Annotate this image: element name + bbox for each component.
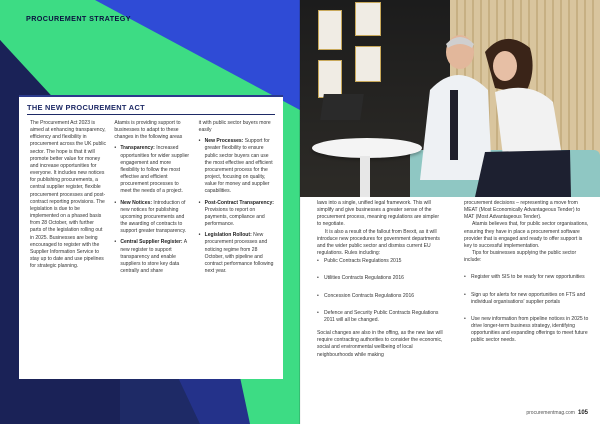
bullet-icon: • — [464, 291, 466, 298]
bullet-text: Provisions to report on payments, compliance and performance. — [204, 206, 265, 228]
card-column-3 — [199, 120, 275, 275]
bullet-item — [464, 316, 590, 345]
bullet-item — [317, 275, 443, 282]
body-paragraph: It is also a result of the fallout from Brexit, as it will introduce new procedures for government departments and the wider public sector and dismiss current EU regulations. Rules including: — [317, 228, 440, 257]
wall-panel — [318, 10, 342, 50]
bullet-title: Transparency: — [120, 145, 155, 152]
bullet-item — [464, 274, 590, 281]
bullet-item — [317, 310, 443, 324]
card-column-1 — [27, 120, 106, 275]
body-paragraph: laws into a single, unified legal framework. This will simplify and give businesses a greater sense of the procurement process, meaning regulations are simpler to negotiate. — [317, 200, 440, 228]
bullet-icon: • — [464, 274, 466, 281]
bullet-text: A new register to support transparency and enable suppliers to store key data centrally and share — [120, 239, 187, 274]
bullet-item — [199, 138, 275, 195]
table-leg — [360, 156, 370, 197]
wall-panel — [355, 46, 381, 82]
card-continuation: it with public sector buyers more easily — [198, 120, 271, 134]
card-column-2 — [114, 120, 190, 275]
bullet-item — [199, 232, 275, 275]
bullet-text: Register with SIS to be ready for new opportunities — [471, 274, 585, 281]
body-paragraph: Tips for businesses supplying the public sector include: — [464, 250, 577, 264]
bullet-icon: • — [317, 309, 319, 316]
body-paragraph: procurement decisions – representing a move from MEAT (Most Economically Advantageous Tender) to MAT (Most Advantageous Tender). — [464, 200, 581, 221]
round-table — [312, 138, 422, 158]
office-photo — [300, 0, 600, 197]
wall-panel — [355, 2, 381, 36]
bullet-icon: • — [114, 239, 117, 246]
laptop — [320, 94, 364, 120]
bullet-icon: • — [114, 145, 117, 152]
card-title: THE NEW PROCUREMENT ACT — [27, 103, 145, 112]
bullet-title: Legislation Rollout: — [204, 232, 252, 239]
body-paragraph: Social changes are also in the offing, as the new law will require contracting authorities to consider the economic, social and environmental wellbeing of local neighbourhoods while making — [317, 330, 443, 358]
bullet-title: Central Supplier Register: — [120, 239, 183, 246]
section-label: PROCUREMENT STRATEGY — [26, 14, 131, 23]
card-divider — [27, 114, 275, 115]
card-paragraph: The Procurement Act 2023 is aimed at enhancing transparency, efficiency and flexibility in procurement across the UK public sector. The hope is that it will promote better value for money and increase opportunities for everyone. It includes new notices for publishing procurements, a central supplier register, flexible procurement processes and post-contract reporting provisions. The legislation is due to be implemented on a phased basis from 28 October, with further parts of the legislation rolling out in 2025. Businesses are being encouraged to register with the Supplier Information Service to stay up to date and use pipelines for strategic planning. — [30, 120, 107, 270]
bullet-item — [317, 258, 443, 265]
bullet-icon: • — [114, 199, 117, 206]
bullet-title: New Notices: — [120, 199, 153, 206]
bullet-item — [464, 292, 590, 306]
bullet-item — [317, 293, 443, 300]
bullet-icon: • — [317, 258, 319, 265]
body-column-2 — [464, 200, 590, 345]
bullet-title: New Processes: — [204, 138, 244, 145]
bullet-text: Increased opportunities for wider supplier engagement and more flexibility to follow the most effective and efficient procurement processes to meet the needs of a project. — [120, 145, 190, 195]
bullet-icon: • — [317, 275, 319, 282]
bullet-item — [199, 200, 275, 229]
bullet-icon: • — [198, 232, 201, 239]
card-intro: Atamis is providing support to businesses to adapt to these changes in the following areas — [114, 120, 183, 141]
bullet-icon: • — [198, 199, 201, 206]
page-footer — [526, 410, 588, 416]
bullet-item — [114, 200, 190, 236]
bullet-icon: • — [464, 315, 466, 322]
bullet-item — [114, 239, 190, 275]
page-gutter — [299, 0, 301, 424]
bullet-icon: • — [198, 138, 201, 145]
page-number: 105 — [577, 410, 588, 416]
wall-panel — [318, 60, 342, 98]
body-column-1 — [317, 200, 443, 359]
bullet-title: Post-Contract Transparency: — [204, 199, 274, 206]
procurement-act-card — [19, 95, 283, 379]
bullet-text: Concession Contracts Regulations 2016 — [324, 292, 415, 299]
bullet-text: Defence and Security Public Contracts Regulations 2011 will all be changed. — [324, 309, 439, 323]
bullet-text: New procurement processes and noticing regime from 28 October, with pipeline and contract performance following next year. — [204, 232, 274, 274]
body-paragraph: Atamis believes that, for public sector organisations, ensuring they have in place a procurement software provider that is engaged and ready to offer support is key to successful implementation. — [464, 221, 589, 249]
bullet-icon: • — [317, 292, 319, 299]
bullet-text: Public Contracts Regulations 2015 — [324, 258, 402, 265]
bullet-text: Introduction of new notices for publishing upcoming procurements and the awarding of contracts to support greater transparency. — [120, 199, 187, 235]
woman-figure — [475, 32, 575, 197]
bullet-text: Support for greater flexibility to ensure public sector buyers can use the most effective and efficient procurement process for the project, focusing on quality, value for money and supplier capabilities. — [204, 138, 273, 195]
bullet-text: Sign up for alerts for new opportunities on FTS and individual organisations' supplier portals — [471, 291, 586, 305]
right-page — [300, 0, 600, 424]
bullet-text: Use new information from pipeline notices in 2025 to drive longer-term business strategy, identifying opportunities and expanding offerings to meet future public sector needs. — [471, 315, 589, 344]
bullet-text: Utilities Contracts Regulations 2016 — [324, 275, 404, 282]
footer-site: procurementmag.com — [526, 410, 575, 416]
bullet-item — [114, 145, 190, 195]
